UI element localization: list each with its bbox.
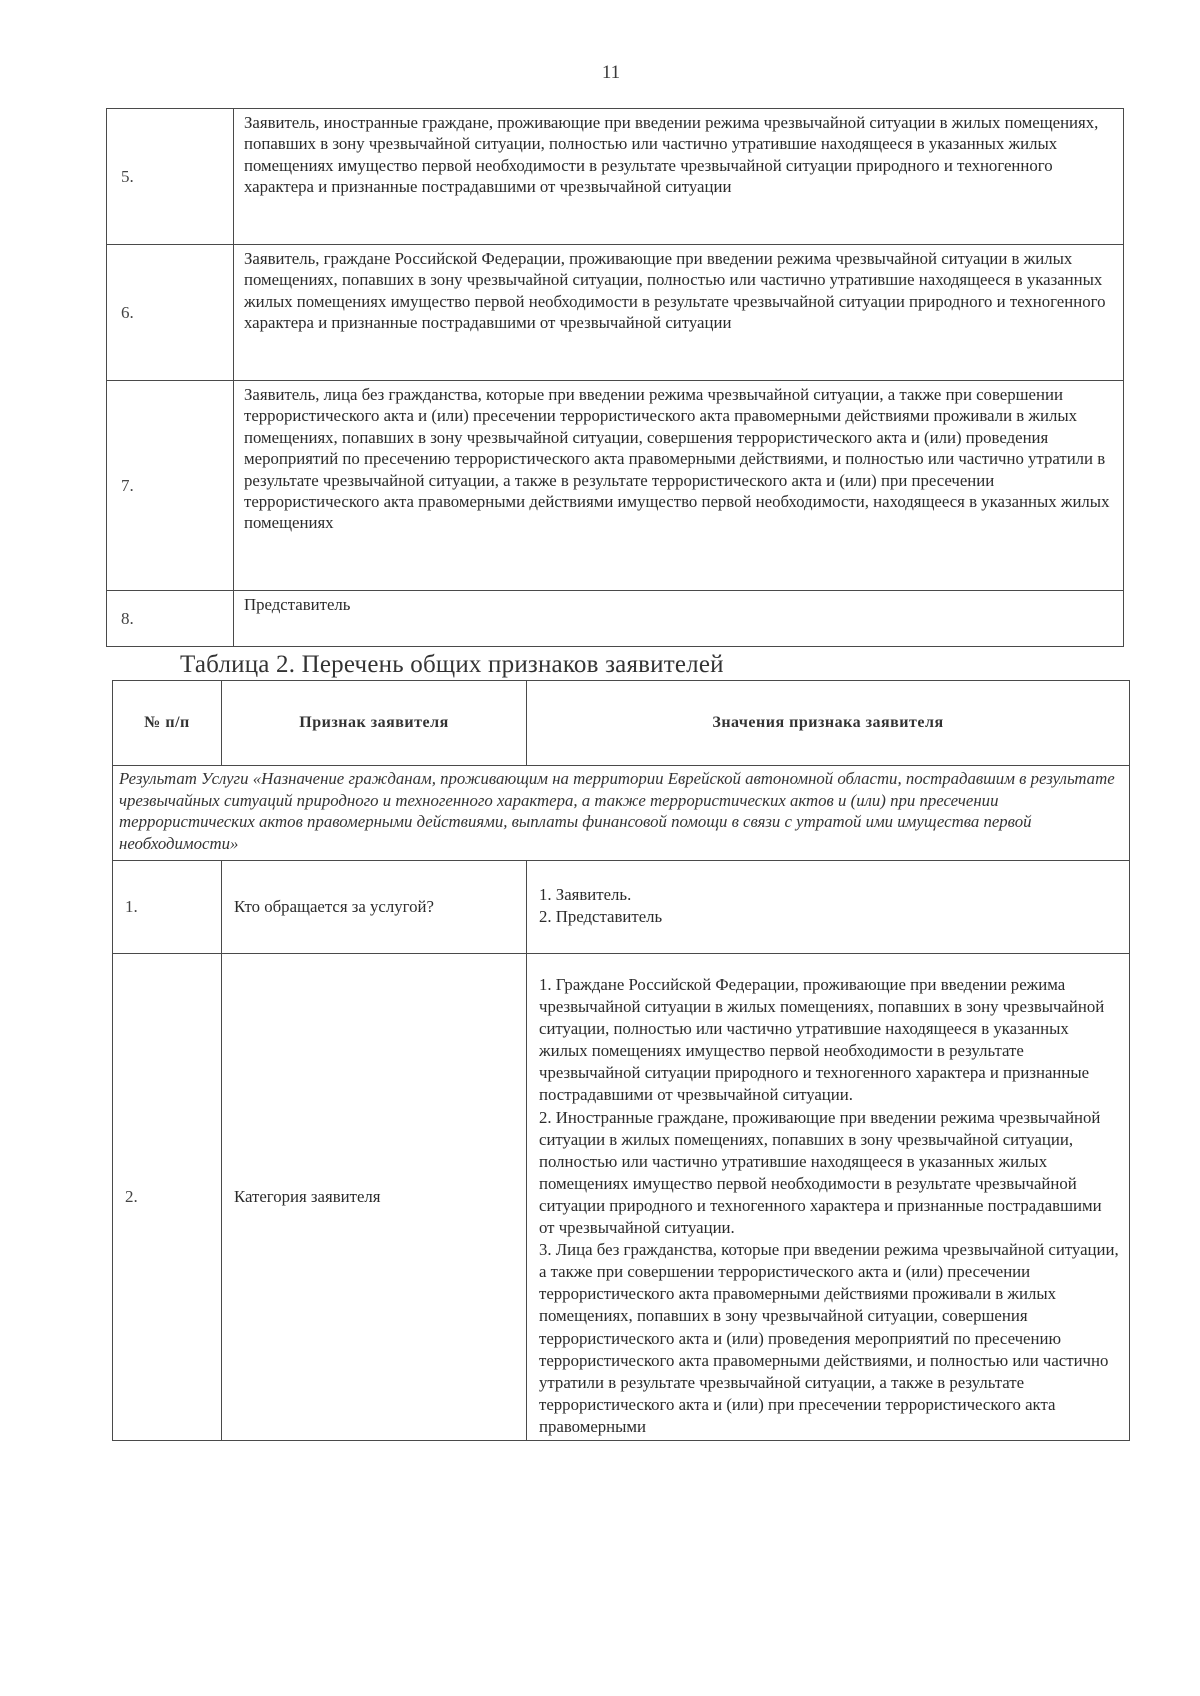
- row-number: 2.: [113, 954, 222, 1441]
- row-number: 7.: [107, 381, 234, 591]
- applicant-attributes-table: [112, 680, 1130, 1441]
- value-item: 1. Граждане Российской Федерации, проживающие при введении режима чрезвычайной ситуации в жилых помещениях, попавших в зону чрезвычайной ситуации, полностью или частично утратившие находящееся в указанных жилых помещениях имущество первой необходимости в результате чрезвычайной ситуации природного и техногенного характера и признанные пострадавшими от чрезвычайной ситуации.: [539, 975, 1105, 1105]
- attribute-values: [527, 861, 1130, 954]
- table-row: [113, 954, 1130, 1441]
- table-row: [107, 591, 1124, 647]
- row-number: 1.: [113, 861, 222, 954]
- table-row: [107, 245, 1124, 381]
- header-number: № п/п: [113, 681, 222, 766]
- table-header-row: [113, 681, 1130, 766]
- applicant-variants-table: [106, 108, 1124, 647]
- row-number: 6.: [107, 245, 234, 381]
- attribute-name: Категория заявителя: [222, 954, 527, 1441]
- row-number: 8.: [107, 591, 234, 647]
- row-text: Заявитель, иностранные граждане, проживающие при введении режима чрезвычайной ситуации в жилых помещениях, попавших в зону чрезвычайной ситуации, полностью или частично утратившие находящееся в указанных жилых помещениях имущество первой необходимости в результате чрезвычайной ситуации природного и техногенного характера и признанные пострадавшими от чрезвычайной ситуации: [234, 109, 1124, 245]
- row-text: Представитель: [234, 591, 1124, 647]
- attribute-name: Кто обращается за услугой?: [222, 861, 527, 954]
- row-number: 5.: [107, 109, 234, 245]
- value-item: 2. Иностранные граждане, проживающие при введении режима чрезвычайной ситуации в жилых помещениях, попавших в зону чрезвычайной ситуации, полностью или частично утратившие находящееся в указанных жилых помещениях имущество первой необходимости в результате чрезвычайной ситуации природного и техногенного характера и признанные пострадавшими от чрезвычайной ситуации.: [539, 1107, 1102, 1238]
- row-text: Заявитель, лица без гражданства, которые при введении режима чрезвычайной ситуации, а также при совершении террористического акта и (или) пресечении террористического акта правомерными действиями проживали в жилых помещениях, попавших в зону чрезвычайной ситуации, совершения террористического акта и (или) проведения мероприятий по пресечению террористического акта правомерными действиями, и полностью или частично утратили в результате чрезвычайной ситуации, а также в результате террористического акта и (или) при пресечении террористического акта правомерными действиями имущество первой необходимости, находящееся в указанных жилых помещениях: [234, 381, 1124, 591]
- service-result-text: Результат Услуги «Назначение гражданам, проживающим на территории Еврейской автономной области, пострадавшим в результате чрезвычайных ситуаций природного и техногенного характера, а также террористических актов и (или) при пресечении террористических актов правомерными действиями, выплаты финансовой помощи в связи с утратой ими имущества первой необходимости»: [113, 766, 1130, 861]
- table-row: [113, 861, 1130, 954]
- header-attribute: Признак заявителя: [222, 681, 527, 766]
- value-item: 3. Лица без гражданства, которые при введении режима чрезвычайной ситуации, а также при совершении террористического акта и (или) пресечении террористического акта правомерными действиями проживали в жилых помещениях, попавших в зону чрезвычайной ситуации, совершения террористического акта и (или) проведения мероприятий по пресечению террористического акта правомерными действиями, и полностью или частично утратили в результате чрезвычайной ситуации, а также в результате террористического акта и (или) при пресечении террористического акта правомерными: [539, 1240, 1119, 1436]
- value-item: 2. Представитель: [539, 907, 663, 926]
- table-row: [107, 109, 1124, 245]
- table-row: [107, 381, 1124, 591]
- result-row: [113, 766, 1130, 861]
- header-values: Значения признака заявителя: [527, 681, 1130, 766]
- table-caption: Таблица 2. Перечень общих признаков заявителей: [180, 651, 724, 678]
- value-item: 1. Заявитель.: [539, 884, 632, 904]
- row-text: Заявитель, граждане Российской Федерации, проживающие при введении режима чрезвычайной ситуации в жилых помещениях, попавших в зону чрезвычайной ситуации, полностью или частично утратившие находящееся в указанных жилых помещениях имущество первой необходимости в результате чрезвычайной ситуации природного и техногенного характера и признанные пострадавшими от чрезвычайной ситуации: [234, 245, 1124, 381]
- page-number: 11: [601, 62, 621, 83]
- attribute-values: [527, 954, 1130, 1441]
